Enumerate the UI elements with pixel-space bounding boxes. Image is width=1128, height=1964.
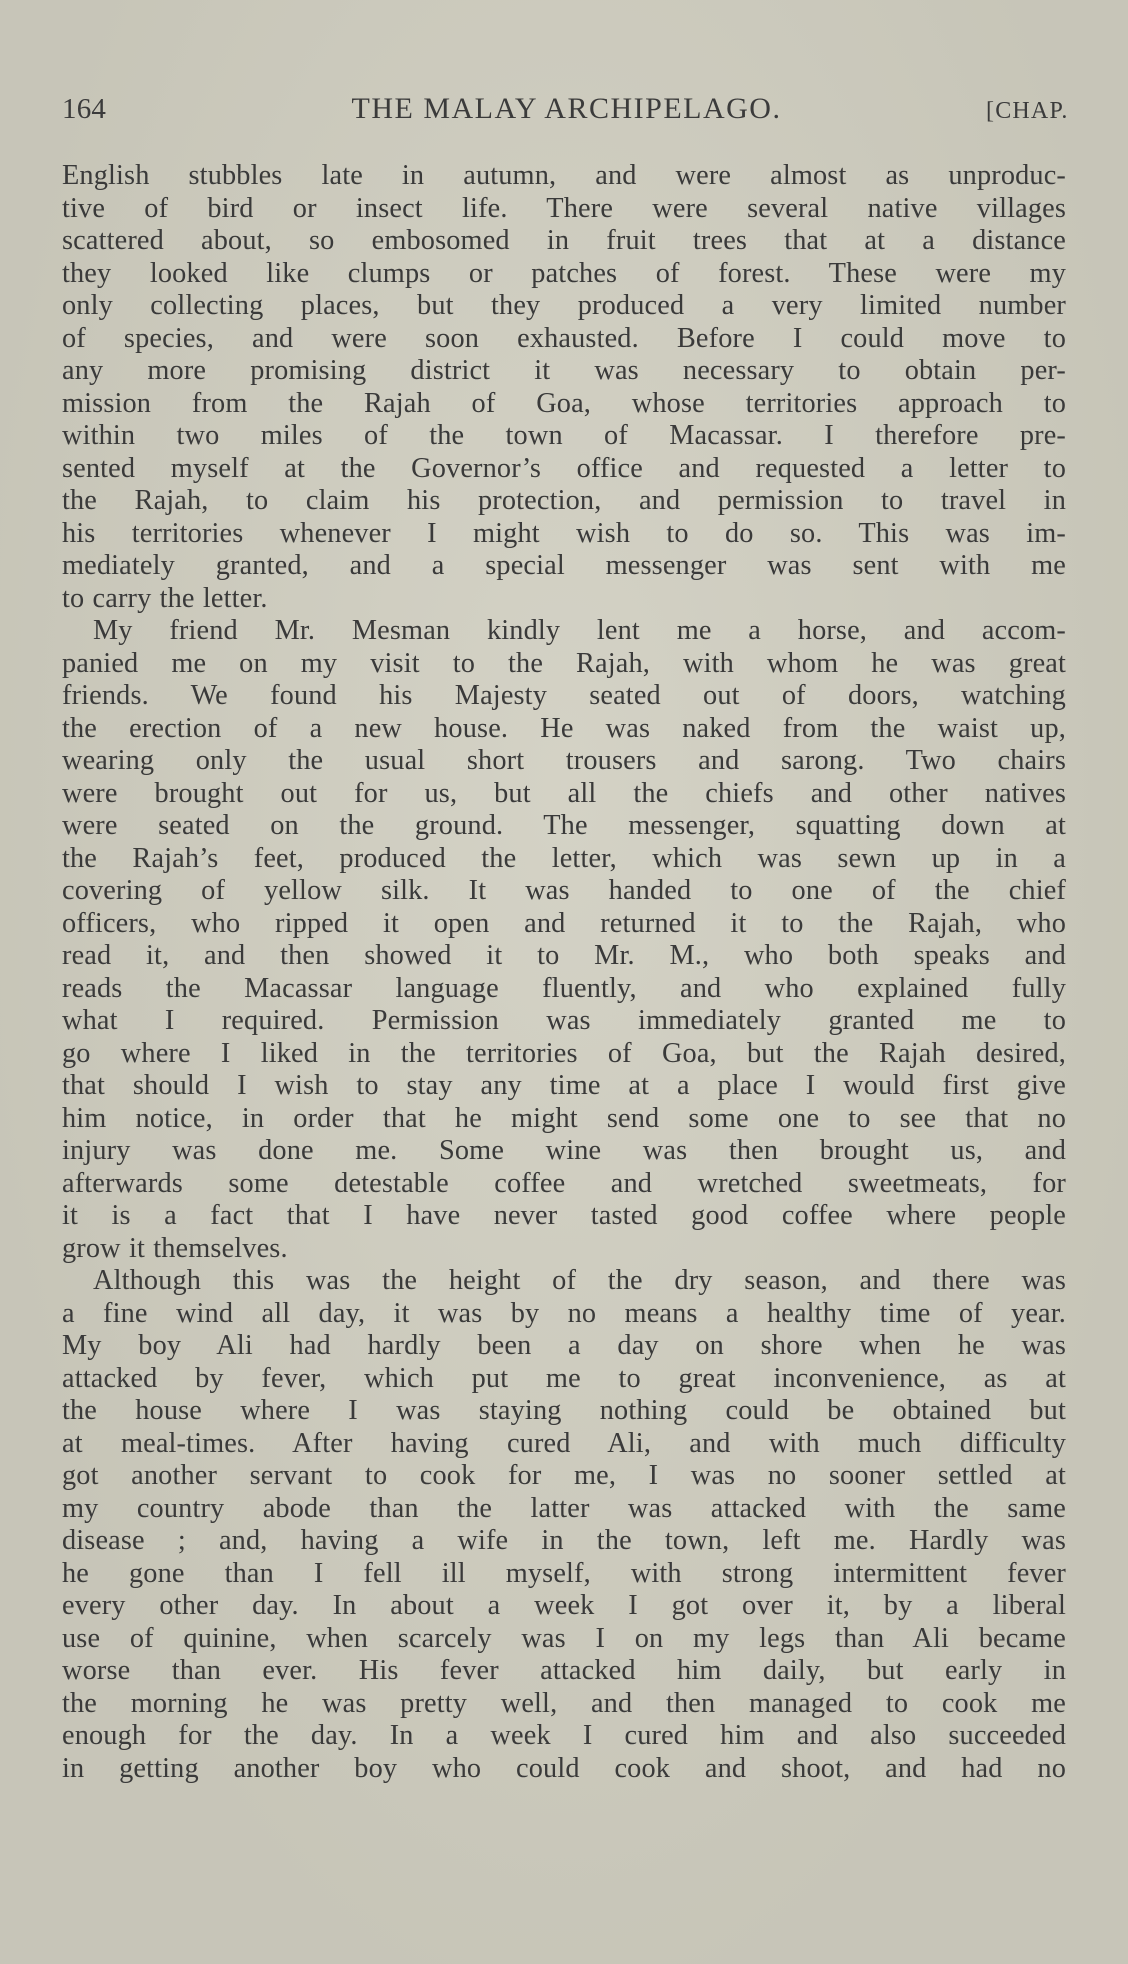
text-line: he gone than I fell ill myself, with strong intermittent fever	[62, 1557, 1066, 1589]
text-line: got another servant to cook for me, I was no sooner settled at	[62, 1460, 1066, 1491]
text-line: injury was done me. Some wine was then brought us, and	[62, 1135, 1066, 1166]
text-line: reads the Macassar language fluently, and who explained fully	[62, 972, 1066, 1004]
text-line: in getting another boy who could cook and shoot, and had no	[62, 1752, 1066, 1784]
paragraph	[62, 615, 1066, 1265]
text-line: covering of yellow silk. It was handed to one of the chief	[62, 875, 1066, 906]
text-line: afterwards some detestable coffee and wretched sweetmeats, for	[62, 1167, 1066, 1199]
text-line: sented myself at the Governor’s office and requested a letter to	[62, 452, 1066, 484]
text-line: any more promising district it was necessary to obtain per-	[62, 355, 1066, 386]
text-line: the erection of a new house. He was naked from the waist up,	[62, 712, 1066, 744]
text-line: the Rajah’s feet, produced the letter, which was sewn up in a	[62, 842, 1066, 874]
text-line: to carry the letter.	[62, 582, 268, 614]
text-line: disease ; and, having a wife in the town, left me. Hardly was	[62, 1525, 1066, 1556]
text-line: what I required. Permission was immediately granted me to	[62, 1005, 1066, 1036]
text-line: officers, who ripped it open and returned it to the Rajah, who	[62, 907, 1066, 939]
text-line: of species, and were soon exhausted. Before I could move to	[62, 322, 1066, 354]
page-number: 164	[62, 93, 107, 125]
text-line: My friend Mr. Mesman kindly lent me a horse, and accom-	[93, 615, 1066, 646]
text-line: only collecting places, but they produced a very limited number	[62, 290, 1066, 321]
body-text	[62, 160, 1066, 1785]
text-line: that should I wish to stay any time at a place I would first give	[62, 1070, 1066, 1101]
text-line: worse than ever. His fever attacked him daily, but early in	[62, 1655, 1066, 1686]
text-line: scattered about, so embosomed in fruit trees that at a distance	[62, 225, 1066, 256]
text-line: English stubbles late in autumn, and were almost as unproduc-	[62, 160, 1066, 191]
text-line: were brought out for us, but all the chiefs and other natives	[62, 777, 1066, 809]
text-line: My boy Ali had hardly been a day on shore when he was	[62, 1330, 1066, 1361]
text-line: at meal-times. After having cured Ali, and with much difficulty	[62, 1427, 1066, 1459]
text-line: every other day. In about a week I got over it, by a liberal	[62, 1590, 1066, 1621]
text-line: wearing only the usual short trousers and sarong. Two chairs	[62, 745, 1066, 776]
text-line: his territories whenever I might wish to do so. This was im-	[62, 517, 1066, 549]
text-line: go where I liked in the territories of Goa, but the Rajah desired,	[62, 1037, 1066, 1069]
text-line: mission from the Rajah of Goa, whose territories approach to	[62, 387, 1066, 419]
text-line: tive of bird or insect life. There were several native villages	[62, 192, 1066, 224]
chapter-abbreviation: [CHAP.	[986, 98, 1069, 124]
text-line: a fine wind all day, it was by no means a healthy time of year.	[62, 1297, 1066, 1329]
text-line: within two miles of the town of Macassar. I therefore pre-	[62, 420, 1066, 451]
text-line: the house where I was staying nothing could be obtained but	[62, 1395, 1066, 1426]
text-line: read it, and then showed it to Mr. M., who both speaks and	[62, 940, 1066, 971]
text-line: mediately granted, and a special messenger was sent with me	[62, 550, 1066, 581]
text-line: the Rajah, to claim his protection, and permission to travel in	[62, 485, 1066, 516]
text-line: my country abode than the latter was attacked with the same	[62, 1492, 1066, 1524]
text-line: friends. We found his Majesty seated out of doors, watching	[62, 680, 1066, 711]
book-title: THE MALAY ARCHIPELAGO.	[351, 92, 782, 125]
text-line: the morning he was pretty well, and then managed to cook me	[62, 1687, 1066, 1719]
text-line: panied me on my visit to the Rajah, with whom he was great	[62, 647, 1066, 679]
text-line: it is a fact that I have never tasted good coffee where people	[62, 1200, 1066, 1231]
paragraph	[62, 1265, 1066, 1785]
text-line: were seated on the ground. The messenger, squatting down at	[62, 810, 1066, 841]
text-line: Although this was the height of the dry season, and there was	[93, 1265, 1066, 1296]
text-line: grow it themselves.	[62, 1232, 288, 1264]
text-line: they looked like clumps or patches of forest. These were my	[62, 257, 1066, 289]
text-line: enough for the day. In a week I cured him and also succeeded	[62, 1720, 1066, 1751]
text-line: use of quinine, when scarcely was I on my legs than Ali became	[62, 1622, 1066, 1654]
paragraph	[62, 160, 1066, 615]
text-line: him notice, in order that he might send some one to see that no	[62, 1102, 1066, 1134]
running-head	[62, 92, 1069, 140]
text-line: attacked by fever, which put me to great inconvenience, as at	[62, 1362, 1066, 1394]
